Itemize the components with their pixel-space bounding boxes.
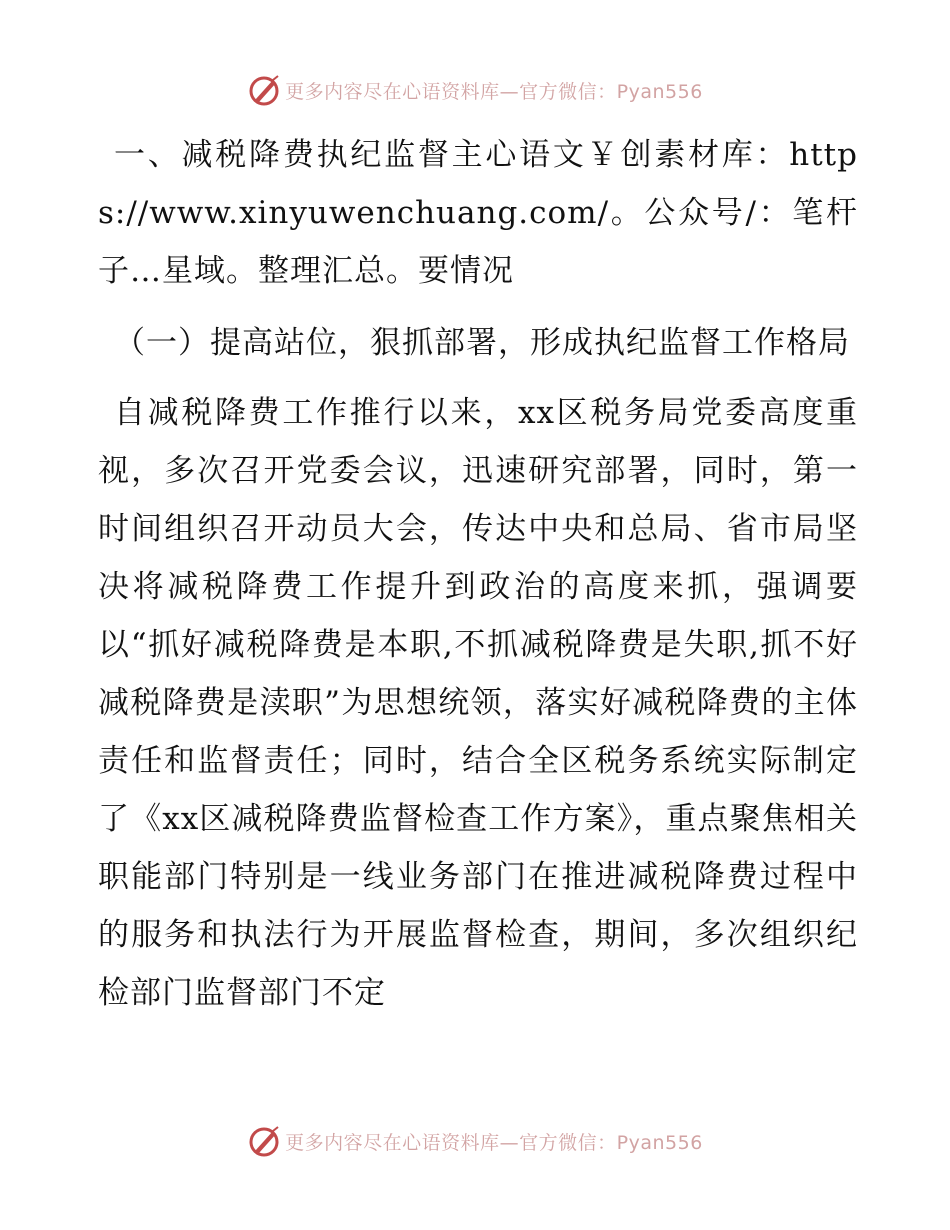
body-paragraph: 自减税降费工作推行以来，xx区税务局党委高度重视，多次召开党委会议，迅速研究部署，同时，第一时间组织召开动员大会，传达中央和总局、省市局坚决将减税降费工作提升到政治的高度来抓，强调要以“抓好减税降费是本职,不抓减税降费是失职,抓不好减税降费是渎职”为思想统领，落实好减税降费的主体责任和监督责任；同时，结合全区税务系统实际制定了《xx区减税降费监督检查工作方案》，重点聚焦相关职能部门特别是一线业务部门在推进减税降费过程中的服务和执法行为开展监督检查，期间，多次组织纪检部门监督部门不定 [98,395,858,1011]
watermark-text: 更多内容尽在心语资料库—官方微信：Pyan556 [285,1131,703,1154]
section-heading: 一、减税降费执纪监督主心语文￥创素材库：https://www.xinyuwenchuang.com/。公众号/：笔杆子…星域。整理汇总。要情况 [98,137,858,289]
quill-pen-logo-icon [247,73,281,107]
subsection-heading: （一）提高站位，狠抓部署，形成执纪监督工作格局 [114,325,850,361]
document-body [98,120,858,1022]
watermark-header [0,70,950,110]
quill-pen-logo-icon [247,1124,281,1158]
watermark-footer [0,1121,950,1161]
watermark-text: 更多内容尽在心语资料库—官方微信：Pyan556 [285,80,703,103]
